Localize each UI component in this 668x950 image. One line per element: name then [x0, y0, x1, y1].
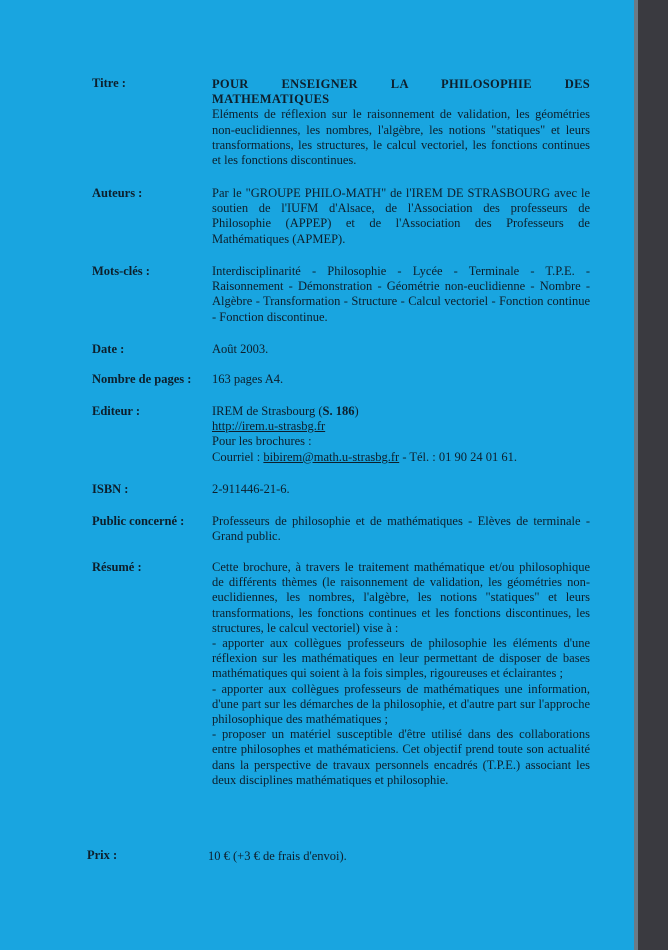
authors-label: Auteurs :	[92, 186, 143, 200]
keywords-label: Mots-clés :	[92, 264, 150, 278]
authors-text: Par le "GROUPE PHILO-MATH" de l'IREM DE STRASBOURG avec le soutien de l'IUFM d'Alsace, de l'Association des professeurs de Philosophie (APPEP) et de l'Association des Professeurs de Mathématiques (APMEP).	[212, 186, 590, 246]
publisher-label: Editeur :	[92, 404, 141, 418]
title-label: Titre :	[92, 76, 126, 90]
summary-block	[212, 560, 590, 788]
date-label: Date :	[92, 342, 125, 356]
scan-page-edge	[634, 0, 668, 950]
summary-label: Résumé :	[92, 560, 142, 574]
publisher-url-link[interactable]: http://irem.u-strasbg.fr	[212, 419, 326, 434]
audience-label: Public concerné :	[92, 514, 185, 528]
publisher-contact-line	[212, 450, 590, 465]
summary-paragraph-4: - proposer un matériel susceptible d'être utilisé dans des collaborations entre philosophes et mathématiciens. Cet objectif prend toute son actualité dans la perspective de travaux personnels encadrés (T.P.E.) associant les deux disciplines mathématiques et philosophie.	[212, 727, 590, 787]
mail-prefix: Courriel :	[212, 449, 264, 464]
summary-paragraph-3: - apporter aux collègues professeurs de mathématiques une information, d'une part sur les démarches de la philosophie, et d'autre part sur l'approche philosophique des mathématiques ;	[212, 681, 590, 727]
publisher-name-line	[212, 404, 590, 419]
publisher-name-end: )	[354, 404, 359, 418]
summary-paragraph-2: - apporter aux collègues professeurs de philosophie les éléments d'une réflexion sur les mathématiques en leur permettant de disposer de bases mathématiques qui soient à la fois simples, rigoureuses et éclairantes ;	[212, 636, 590, 681]
audience-text: Professeurs de philosophie et de mathématiques - Elèves de terminale - Grand public.	[212, 514, 590, 544]
pages-label: Nombre de pages :	[92, 372, 192, 386]
date-value: Août 2003.	[212, 342, 269, 356]
title-main-line1: POUR ENSEIGNER LA PHILOSOPHIE DES	[212, 77, 590, 91]
keywords-text: Interdisciplinarité - Philosophie - Lycée - Terminale - T.P.E. - Raisonnement - Démonstration - Géométrie non-euclidienne - Nombre - Algèbre - Transformation - Structure - Calcul vectoriel - Fonction continue - Fonction discontinue.	[212, 264, 590, 324]
publisher-phone: - Tél. : 01 90 24 01 61.	[399, 449, 518, 464]
publisher-brochures: Pour les brochures :	[212, 434, 312, 449]
publisher-code: S. 186	[322, 404, 355, 418]
publisher-email-link[interactable]: bibirem@math.u-strasbg.fr	[263, 449, 400, 464]
title-main-line2: MATHEMATIQUES	[212, 92, 330, 107]
title-block	[212, 77, 590, 168]
scan-page-edge-highlight	[634, 0, 638, 950]
price-value: 10 € (+3 € de frais d'envoi).	[208, 849, 347, 863]
publisher-name: IREM de Strasbourg (	[212, 404, 323, 418]
publisher-block	[212, 404, 590, 465]
price-label: Prix :	[87, 848, 118, 862]
isbn-value: 2-911446-21-6.	[212, 482, 290, 496]
pages-value: 163 pages A4.	[212, 372, 284, 386]
title-subtitle: Eléments de réflexion sur le raisonnement de validation, les géométries non-euclidiennes, les nombres, l'algèbre, les notions "statiques" et leurs transformations, les structures, le calcul vectoriel, les fonctions continues et les fonctions discontinues.	[212, 107, 590, 168]
summary-paragraph-1: Cette brochure, à travers le traitement mathématique et/ou philosophique de différents thèmes (le raisonnement de validation, les géométries non-euclidiennes, les nombres, l'algèbre, les notions "statiques" et leurs transformations, les fonctions continues et les fonctions discontinues, les structures, le calcul vectoriel) vise à :	[212, 560, 590, 635]
isbn-label: ISBN :	[92, 482, 129, 496]
